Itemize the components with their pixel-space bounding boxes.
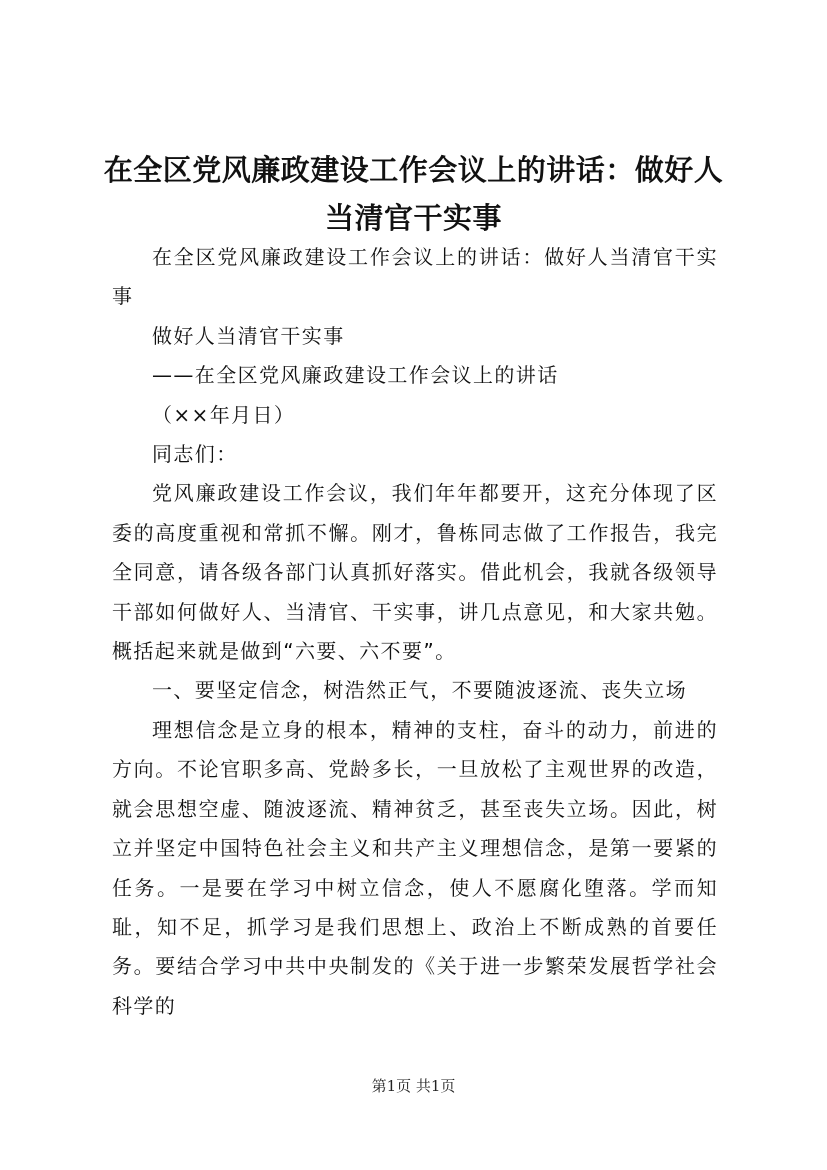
- paragraph-section-heading: 一、要坚定信念，树浩然正气，不要随波逐流、丧失立场: [152, 678, 687, 703]
- paragraph-section-body: 理想信念是立身的根本，精神的支柱，奋斗的动力，前进的方向。不论官职多高、党龄多长，一旦放松了主观世界的改造，就会思想空虚、随波逐流、精神贫乏，甚至丧失立场。因此，树立并坚定中国特色社会主义和共产主义理想信念，是第一要紧的任务。一是要在学习中树立信念，使人不愿腐化堕落。学而知耻，知不足，抓学习是我们思想上、政治上不断成熟的首要任务。要结合学习中共中央制发的《关于进一步繁荣发展哲学社会科学的: [112, 717, 718, 1018]
- paragraph-subtitle: 做好人当清官干实事: [152, 323, 345, 348]
- page-footer: 第1页 共1页: [371, 1077, 456, 1095]
- paragraph-title-repeat: 在全区党风廉政建设工作会议上的讲话：做好人当清官干实事: [112, 245, 718, 309]
- paragraph-date: （××年月日）: [152, 402, 296, 427]
- document-title: 在全区党风廉政建设工作会议上的讲话：做好人当清官干实事: [103, 153, 724, 235]
- paragraph-occasion: ——在全区党风廉政建设工作会议上的讲话: [152, 363, 559, 388]
- paragraph-salutation: 同志们：: [152, 442, 238, 467]
- paragraph-intro: 党风廉政建设工作会议，我们年年都要开，这充分体现了区委的高度重视和常抓不懈。刚才，鲁栋同志做了工作报告，我完全同意，请各级各部门认真抓好落实。借此机会，我就各级领导干部如何做好人、当清官、干实事，讲几点意见，和大家共勉。概括起来就是做到“六要、六不要”。: [112, 481, 718, 664]
- document-body: [112, 238, 718, 1026]
